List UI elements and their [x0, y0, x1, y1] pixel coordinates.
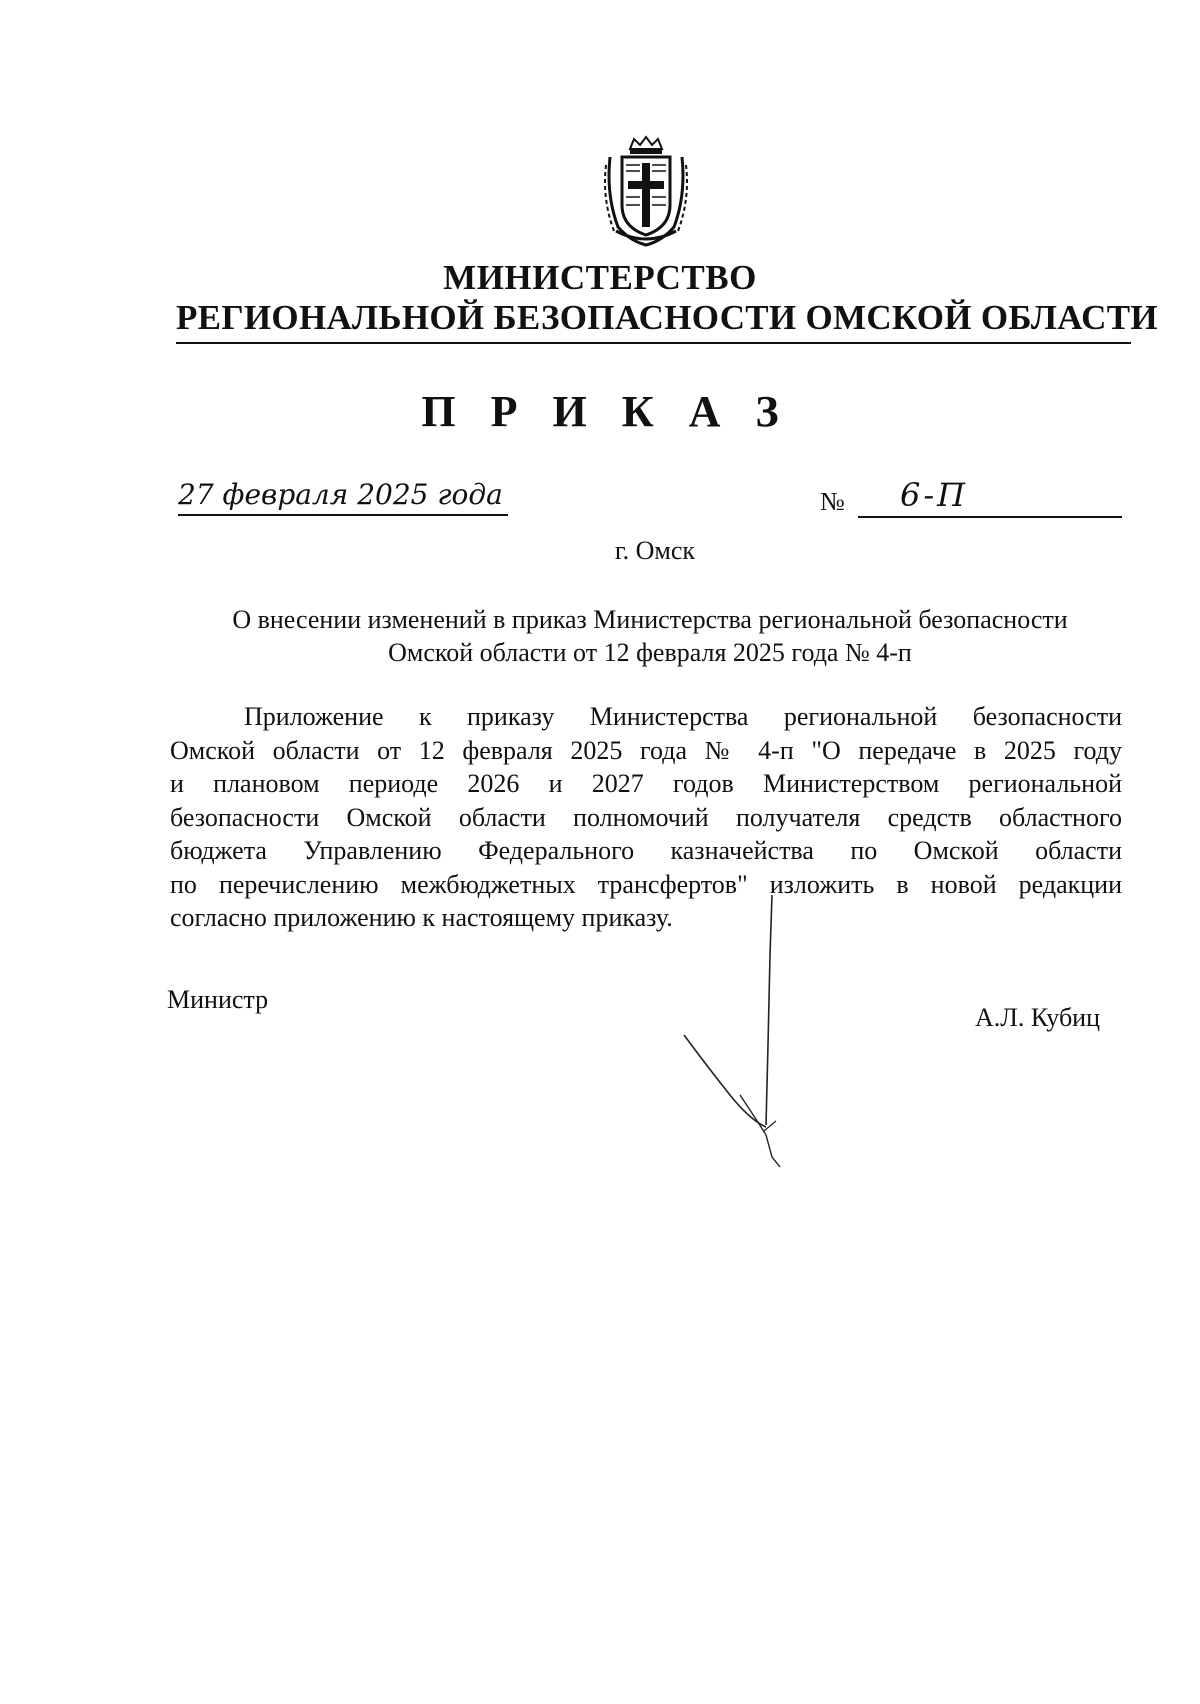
header-divider [176, 342, 1131, 344]
body-line: бюджета Управлению Федерального казначейства по Омской области [170, 836, 1122, 865]
omsk-coat-of-arms-icon [600, 135, 692, 247]
document-body [170, 700, 1122, 935]
number-field-line [858, 478, 1122, 518]
handwritten-signature [680, 895, 800, 1175]
body-line: согласно приложению к настоящему приказу. [170, 903, 673, 932]
body-line: по перечислению межбюджетных трансфертов" изложить в новой редакции [170, 869, 1122, 899]
body-line: безопасности Омской области полномочий получателя средств областного [170, 802, 1122, 832]
signer-title: Министр [167, 985, 269, 1014]
handwritten-date: 27 февраля 2025 года [178, 478, 508, 516]
subject-line: Омской области от 12 февраля 2025 года № 4-п [388, 638, 912, 667]
city: г. Омск [614, 536, 696, 565]
handwritten-number: 6-П [900, 476, 969, 514]
body-line: и плановом периоде 2026 и 2027 годов Министерством региональной [170, 769, 1122, 798]
ministry-name-line2: РЕГИОНАЛЬНОЙ БЕЗОПАСНОСТИ ОМСКОЙ ОБЛАСТИ [176, 298, 1158, 337]
document-type-title: П Р И К А З [421, 387, 791, 436]
body-line: Омской области от 12 февраля 2025 года № 4-п "О передаче в 2025 году [170, 735, 1122, 765]
signer-name: А.Л. Кубиц [975, 1003, 1101, 1032]
number-label: № [820, 487, 845, 516]
document-subject [170, 603, 1130, 669]
ministry-name-line1: МИНИСТЕРСТВО [443, 258, 757, 297]
subject-line: О внесении изменений в приказ Министерства региональной безопасности [232, 605, 1068, 634]
body-line: Приложение к приказу Министерства региональной безопасности [244, 702, 1122, 731]
